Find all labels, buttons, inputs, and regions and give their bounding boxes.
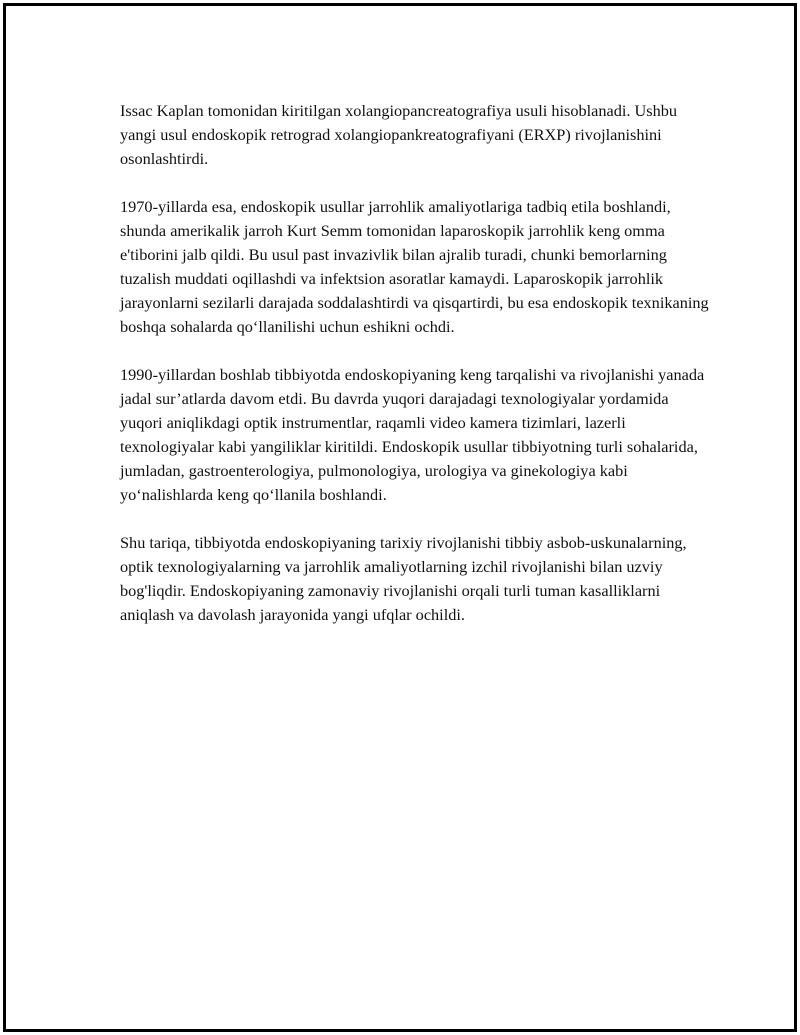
paragraph-laparoscopy-1970s: 1970-yillarda esa, endoskopik usullar jarrohlik amaliyotlariga tadbiq etila boshlandi, shunda amerikalik jarroh Kurt Semm tomonidan laparoskopik jarrohlik keng omma e'tiborini jalb qildi. Bu usul past invazivlik bilan ajralib turadi, chunki bemorlarning tuzalish muddati oqillashdi va infektsion asoratlar kamaydi. Laparoskopik jarrohlik jarayonlarni sezilarli darajada soddalashtirdi va qisqartirdi, bu esa endoskopik texnikaning boshqa sohalarda qo‘llanilishi uchun eshikni ochdi. — [120, 197, 709, 336]
paragraph-conclusion: Shu tariqa, tibbiyotda endoskopiyaning tarixiy rivojlanishi tibbiy asbob-uskunalarning, optik texnologiyalarning va jarrohlik amaliyotlarning izchil rivojlanishi bilan uzviy bog'liqdir. Endoskopiyaning zamonaviy rivojlanishi orqali turli tuman kasalliklarni aniqlash va davolash jarayonida yangi ufqlar ochildi. — [120, 533, 687, 624]
page-frame — [3, 3, 797, 1032]
paragraph-endoscopy-1990s: 1990-yillardan boshlab tibbiyotda endoskopiyaning keng tarqalishi va rivojlanishi yanada jadal sur’atlarda davom etdi. Bu davrda yuqori darajadagi texnologiyalar yordamida yuqori aniqlikdagi optik instrumentlar, raqamli video kamera tizimlari, lazerli texnologiyalar kabi yangiliklar kiritildi. Endoskopik usullar tibbiyotning turli sohalarida, jumladan, gastroenterologiya, pulmonologiya, urologiya va ginekologiya kabi yo‘nalishlarda keng qo‘llanila boshlandi. — [120, 365, 705, 504]
paragraph-ercp: Issac Kaplan tomonidan kiritilgan xolangiopancreatografiya usuli hisoblanadi. Ushbu yangi usul endoskopik retrograd xolangiopankreatografiyani (ERXP) rivojlanishini osonlashtirdi. — [120, 101, 678, 168]
page-body — [120, 99, 710, 651]
